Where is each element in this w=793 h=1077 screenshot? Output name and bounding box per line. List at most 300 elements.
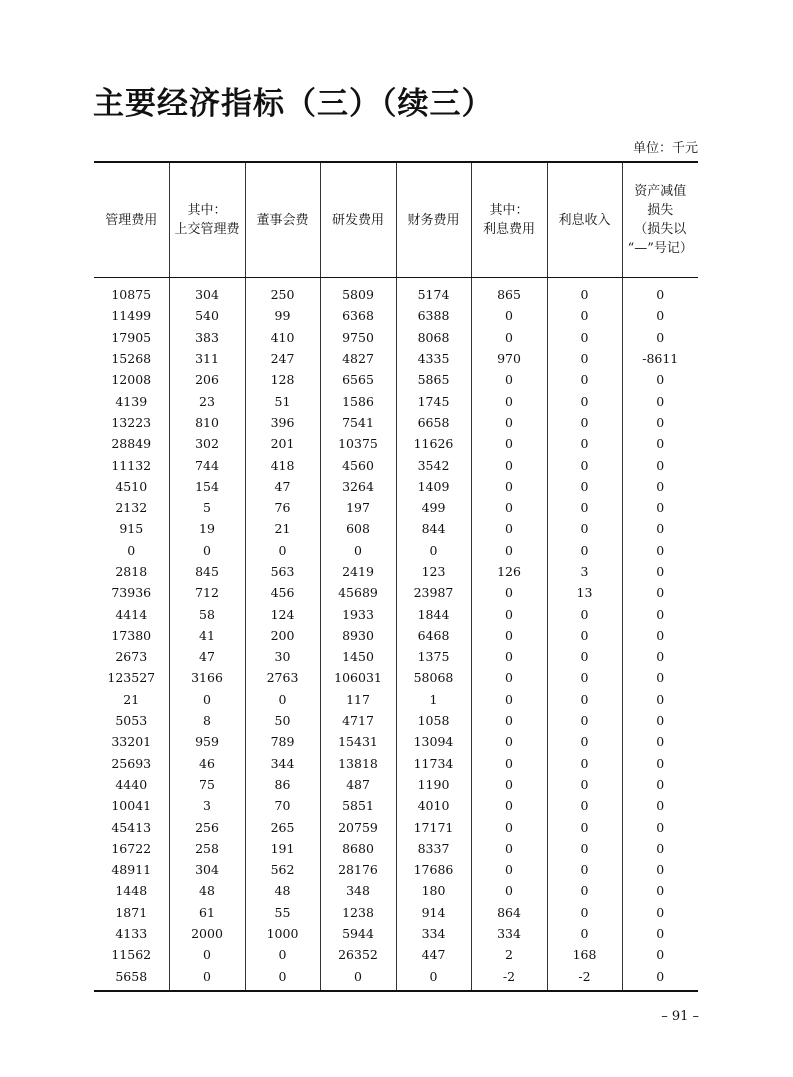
table-cell: 7541 — [320, 412, 396, 433]
table-cell: 70 — [245, 795, 320, 816]
table-cell: 563 — [245, 561, 320, 582]
table-cell: 4133 — [115, 926, 148, 942]
table-cell: 247 — [245, 348, 320, 369]
table-cell: 0 — [622, 454, 698, 475]
table-cell: 2763 — [245, 667, 320, 688]
table-cell: 2673 — [115, 649, 148, 665]
table-cell: 0 — [320, 540, 396, 561]
table-cell: 608 — [320, 518, 396, 539]
table-cell: 200 — [245, 625, 320, 646]
table-cell: 4010 — [396, 795, 471, 816]
table-cell: 48911 — [111, 862, 152, 878]
table-cell: 0 — [547, 646, 622, 667]
table-cell: 0 — [547, 923, 622, 944]
table-cell: 0 — [471, 838, 547, 859]
table-cell: 0 — [622, 944, 698, 965]
table-cell: 0 — [622, 646, 698, 667]
table-cell: -2 — [547, 966, 622, 991]
table-cell: 0 — [471, 582, 547, 603]
column-header-line: （损失以 — [634, 222, 687, 237]
table-cell: 206 — [169, 369, 245, 390]
table-cell: 0 — [471, 859, 547, 880]
table-cell: 250 — [245, 278, 320, 306]
table-cell: 23987 — [396, 582, 471, 603]
table-cell: 3264 — [320, 476, 396, 497]
table-cell: 1586 — [320, 390, 396, 411]
table-cell: 0 — [547, 816, 622, 837]
table-row — [94, 816, 698, 837]
table-cell: 0 — [547, 667, 622, 688]
table-cell: 6468 — [396, 625, 471, 646]
table-cell: 154 — [169, 476, 245, 497]
table-cell: 311 — [169, 348, 245, 369]
table-cell: 0 — [471, 689, 547, 710]
table-cell: 0 — [622, 902, 698, 923]
table-cell: 10875 — [111, 287, 152, 303]
table-cell: 3 — [547, 561, 622, 582]
table-cell: 304 — [169, 859, 245, 880]
table-cell: 1058 — [396, 710, 471, 731]
table-row — [94, 454, 698, 475]
table-cell: 0 — [622, 774, 698, 795]
table-cell: 3166 — [169, 667, 245, 688]
table-cell: 5944 — [320, 923, 396, 944]
table-row — [94, 923, 698, 944]
table-cell: 2 — [471, 944, 547, 965]
table-cell: 3542 — [396, 454, 471, 475]
table-cell: 124 — [245, 603, 320, 624]
column-header — [94, 162, 169, 278]
table-cell: 1238 — [320, 902, 396, 923]
column-header — [169, 162, 245, 278]
table-cell: 0 — [622, 710, 698, 731]
table-cell: 4510 — [115, 478, 148, 494]
table-row — [94, 689, 698, 710]
table-cell: 0 — [471, 518, 547, 539]
table-cell: 0 — [471, 603, 547, 624]
table-cell: 844 — [396, 518, 471, 539]
table-cell: 0 — [622, 497, 698, 518]
table-row — [94, 753, 698, 774]
table-cell: 0 — [245, 944, 320, 965]
table-cell: 4440 — [115, 776, 148, 792]
table-row — [94, 944, 698, 965]
table-cell: 16722 — [111, 840, 152, 856]
table-cell: 0 — [396, 540, 471, 561]
table-cell: 76 — [245, 497, 320, 518]
table-row — [94, 625, 698, 646]
table-row — [94, 731, 698, 752]
table-cell: 0 — [622, 369, 698, 390]
column-header-line: 董事会费 — [256, 212, 309, 228]
table-cell: 0 — [547, 859, 622, 880]
table-cell: 17905 — [111, 329, 152, 345]
table-cell: 58068 — [396, 667, 471, 688]
table-cell: 0 — [471, 433, 547, 454]
table-cell: 418 — [245, 454, 320, 475]
table-cell: 0 — [547, 305, 622, 326]
table-cell: 0 — [622, 689, 698, 710]
page-title: 主要经济指标（三）（续三） — [93, 86, 494, 122]
table-cell: 23 — [169, 390, 245, 411]
table-cell: 0 — [547, 390, 622, 411]
table-cell: 4139 — [115, 393, 148, 409]
column-header-line: 研发费用 — [331, 212, 384, 228]
table-cell: 61 — [169, 902, 245, 923]
table-cell: 959 — [169, 731, 245, 752]
table-row — [94, 327, 698, 348]
table-cell: 1745 — [396, 390, 471, 411]
table-cell: 383 — [169, 327, 245, 348]
table-cell: 15431 — [320, 731, 396, 752]
table-row — [94, 518, 698, 539]
table-row — [94, 859, 698, 880]
table-cell: 4717 — [320, 710, 396, 731]
table-cell: 1409 — [396, 476, 471, 497]
table-cell: 0 — [547, 689, 622, 710]
table-cell: 2818 — [115, 564, 148, 579]
column-header-line: 管理费用 — [105, 212, 158, 228]
table-cell: -2 — [471, 966, 547, 991]
table-cell: 0 — [547, 369, 622, 390]
table-cell: 302 — [169, 433, 245, 454]
unit-label: 单位：千元 — [632, 141, 698, 156]
table-cell: 456 — [245, 582, 320, 603]
table-cell: 0 — [547, 731, 622, 752]
table-cell: 970 — [471, 348, 547, 369]
column-header-line: 其中： — [489, 203, 529, 218]
table-cell: 0 — [622, 327, 698, 348]
table-cell: 396 — [245, 412, 320, 433]
table-cell: 58 — [169, 603, 245, 624]
table-cell: 0 — [547, 327, 622, 348]
table-cell: 914 — [396, 902, 471, 923]
table-cell: 197 — [320, 497, 396, 518]
table-cell: 33201 — [111, 734, 152, 750]
column-header — [622, 162, 698, 278]
table-cell: 191 — [245, 838, 320, 859]
table-cell: 46 — [169, 753, 245, 774]
table-cell: 0 — [622, 305, 698, 326]
column-header — [320, 162, 396, 278]
table-cell: -8611 — [622, 348, 698, 369]
table-cell: 19 — [169, 518, 245, 539]
table-cell: 86 — [245, 774, 320, 795]
table-cell: 256 — [169, 816, 245, 837]
table-row — [94, 838, 698, 859]
column-header — [396, 162, 471, 278]
table-cell: 0 — [471, 476, 547, 497]
table-cell: 562 — [245, 859, 320, 880]
table-cell: 5809 — [320, 278, 396, 306]
table-row — [94, 412, 698, 433]
table-cell: 789 — [245, 731, 320, 752]
table-cell: 15268 — [111, 351, 152, 367]
table-cell: 11734 — [396, 753, 471, 774]
table-cell: 47 — [245, 476, 320, 497]
table-cell: 123527 — [107, 670, 156, 686]
table-cell: 1 — [396, 689, 471, 710]
table-cell: 25693 — [111, 755, 152, 771]
table-cell: 0 — [471, 646, 547, 667]
table-cell: 11562 — [111, 947, 152, 963]
table-cell: 0 — [245, 540, 320, 561]
table-cell: 13094 — [396, 731, 471, 752]
table-cell: 0 — [169, 540, 245, 561]
table-cell: 47 — [169, 646, 245, 667]
table-cell: 0 — [547, 753, 622, 774]
table-cell: 0 — [622, 880, 698, 901]
table-cell: 0 — [622, 731, 698, 752]
table-cell: 0 — [622, 540, 698, 561]
table-cell: 0 — [622, 412, 698, 433]
table-cell: 1844 — [396, 603, 471, 624]
table-cell: 17171 — [396, 816, 471, 837]
table-cell: 265 — [245, 816, 320, 837]
table-cell: 5053 — [115, 713, 148, 729]
table-cell: 845 — [169, 561, 245, 582]
table-cell: 0 — [622, 816, 698, 837]
table-cell: 8680 — [320, 838, 396, 859]
table-cell: 21 — [123, 691, 140, 707]
table-cell: 0 — [471, 305, 547, 326]
table-cell: 3 — [169, 795, 245, 816]
table-cell: 0 — [245, 689, 320, 710]
table-row — [94, 305, 698, 326]
table-cell: 1000 — [245, 923, 320, 944]
table-cell: 0 — [547, 497, 622, 518]
table-cell: 117 — [320, 689, 396, 710]
table-body — [94, 278, 698, 991]
table-cell: 0 — [622, 838, 698, 859]
table-cell: 45413 — [111, 819, 152, 835]
table-cell: 864 — [471, 902, 547, 923]
table-cell: 8068 — [396, 327, 471, 348]
column-header — [471, 162, 547, 278]
table-cell: 0 — [471, 412, 547, 433]
table-cell: 1933 — [320, 603, 396, 624]
table-cell: 0 — [547, 540, 622, 561]
table-cell: 0 — [622, 390, 698, 411]
table-cell: 0 — [547, 412, 622, 433]
table-cell: 0 — [622, 603, 698, 624]
table-cell: 0 — [245, 966, 320, 991]
table-cell: 0 — [547, 902, 622, 923]
table-cell: 168 — [547, 944, 622, 965]
table-cell: 21 — [245, 518, 320, 539]
table-row — [94, 476, 698, 497]
table-cell: 50 — [245, 710, 320, 731]
table-cell: 810 — [169, 412, 245, 433]
table-cell: 2419 — [320, 561, 396, 582]
table-row — [94, 880, 698, 901]
table-cell: 0 — [547, 348, 622, 369]
table-cell: 12008 — [111, 372, 152, 388]
indicator-table — [94, 161, 698, 992]
table-cell: 5658 — [94, 966, 169, 991]
table-cell: 0 — [320, 966, 396, 991]
table-cell: 0 — [471, 816, 547, 837]
table-row — [94, 774, 698, 795]
table-cell: 0 — [622, 859, 698, 880]
table-row — [94, 710, 698, 731]
table-cell: 41 — [169, 625, 245, 646]
table-cell: 5865 — [396, 369, 471, 390]
table-cell: 0 — [471, 454, 547, 475]
table-row — [94, 966, 698, 991]
table-cell: 487 — [320, 774, 396, 795]
table-cell: 6368 — [320, 305, 396, 326]
table-cell: 48 — [245, 880, 320, 901]
table-cell: 30 — [245, 646, 320, 667]
table-cell: 13818 — [320, 753, 396, 774]
column-header-line: 利息费用 — [482, 222, 535, 237]
table-cell: 2000 — [169, 923, 245, 944]
table-row — [94, 278, 698, 306]
column-header-line: “—”号记） — [627, 241, 693, 256]
table-row — [94, 348, 698, 369]
table-cell: 0 — [471, 731, 547, 752]
table-cell: 73936 — [111, 585, 152, 601]
table-row — [94, 582, 698, 603]
table-cell: 1448 — [115, 883, 148, 899]
table-cell: 0 — [471, 390, 547, 411]
table-cell: 0 — [547, 278, 622, 306]
table-cell: 20759 — [320, 816, 396, 837]
table-cell: 0 — [547, 774, 622, 795]
table-cell: 447 — [396, 944, 471, 965]
table-cell: 1190 — [396, 774, 471, 795]
table-cell: 258 — [169, 838, 245, 859]
table-cell: 0 — [547, 518, 622, 539]
table-cell: 8 — [169, 710, 245, 731]
table-cell: 334 — [396, 923, 471, 944]
table-cell: 0 — [547, 433, 622, 454]
table-cell: 0 — [471, 667, 547, 688]
table-cell: 45689 — [320, 582, 396, 603]
table-cell: 0 — [547, 476, 622, 497]
table-cell: 17686 — [396, 859, 471, 880]
table-cell: 0 — [169, 944, 245, 965]
table-row — [94, 540, 698, 561]
table-cell: 0 — [622, 476, 698, 497]
table-cell: 0 — [471, 327, 547, 348]
table-cell: 123 — [396, 561, 471, 582]
table-cell: 6658 — [396, 412, 471, 433]
table-cell: 712 — [169, 582, 245, 603]
table-cell: 4335 — [396, 348, 471, 369]
table-cell: 0 — [471, 795, 547, 816]
page-number: – 91 – — [661, 1009, 699, 1024]
table-cell: 11499 — [111, 308, 152, 324]
table-cell: 0 — [622, 561, 698, 582]
table-cell: 0 — [547, 454, 622, 475]
table-cell: 0 — [622, 795, 698, 816]
table-cell: 55 — [245, 902, 320, 923]
table-cell: 0 — [471, 497, 547, 518]
table-row — [94, 667, 698, 688]
table-cell: 410 — [245, 327, 320, 348]
table-cell: 75 — [169, 774, 245, 795]
table-cell: 4414 — [115, 606, 148, 622]
table-cell: 865 — [471, 278, 547, 306]
table-cell: 11626 — [396, 433, 471, 454]
table-cell: 99 — [245, 305, 320, 326]
table-cell: 0 — [547, 795, 622, 816]
table-cell: 0 — [169, 966, 245, 991]
column-header-line: 资产减值 — [634, 184, 687, 199]
table-cell: 0 — [547, 603, 622, 624]
table-cell: 1871 — [115, 904, 148, 920]
table-cell: 0 — [622, 433, 698, 454]
table-row — [94, 646, 698, 667]
table-cell: 304 — [169, 278, 245, 306]
table-row — [94, 390, 698, 411]
table-cell: 5851 — [320, 795, 396, 816]
table-cell: 6388 — [396, 305, 471, 326]
table-cell: 201 — [245, 433, 320, 454]
table-cell: 4827 — [320, 348, 396, 369]
table-cell: 0 — [471, 880, 547, 901]
table-cell: 0 — [622, 923, 698, 944]
table-cell: 1450 — [320, 646, 396, 667]
table-cell: 9750 — [320, 327, 396, 348]
table-cell: 0 — [622, 278, 698, 306]
table-cell: 0 — [471, 625, 547, 646]
table-cell: 0 — [471, 710, 547, 731]
table-cell: 13 — [547, 582, 622, 603]
table-cell: 915 — [119, 521, 144, 537]
table-cell: 5174 — [396, 278, 471, 306]
table-cell: 0 — [471, 774, 547, 795]
table-cell: 0 — [622, 518, 698, 539]
table-row — [94, 433, 698, 454]
column-header-line: 财务费用 — [407, 212, 460, 228]
table-cell: 0 — [396, 966, 471, 991]
table-cell: 1375 — [396, 646, 471, 667]
table-cell: 0 — [622, 582, 698, 603]
table-cell: 8930 — [320, 625, 396, 646]
column-header-line: 损失 — [647, 203, 674, 218]
table-cell: 0 — [622, 966, 698, 991]
table-cell: 6565 — [320, 369, 396, 390]
table-row — [94, 561, 698, 582]
table-cell: 0 — [622, 625, 698, 646]
table-cell: 334 — [471, 923, 547, 944]
table-cell: 126 — [471, 561, 547, 582]
table-cell: 28849 — [111, 436, 152, 452]
table-cell: 0 — [622, 667, 698, 688]
table-cell: 0 — [622, 753, 698, 774]
column-header — [547, 162, 622, 278]
table-cell: 17380 — [111, 627, 152, 643]
table-cell: 10041 — [111, 798, 152, 814]
table-cell: 0 — [169, 689, 245, 710]
table-row — [94, 902, 698, 923]
table-cell: 0 — [547, 838, 622, 859]
table-header-row — [94, 162, 698, 278]
table-cell: 540 — [169, 305, 245, 326]
table-cell: 5 — [169, 497, 245, 518]
table-cell: 48 — [169, 880, 245, 901]
table-cell: 0 — [127, 542, 136, 558]
table-cell: 0 — [547, 880, 622, 901]
table-row — [94, 369, 698, 390]
column-header-line: 利息收入 — [558, 212, 611, 228]
table-cell: 499 — [396, 497, 471, 518]
table-cell: 10375 — [320, 433, 396, 454]
table-row — [94, 603, 698, 624]
